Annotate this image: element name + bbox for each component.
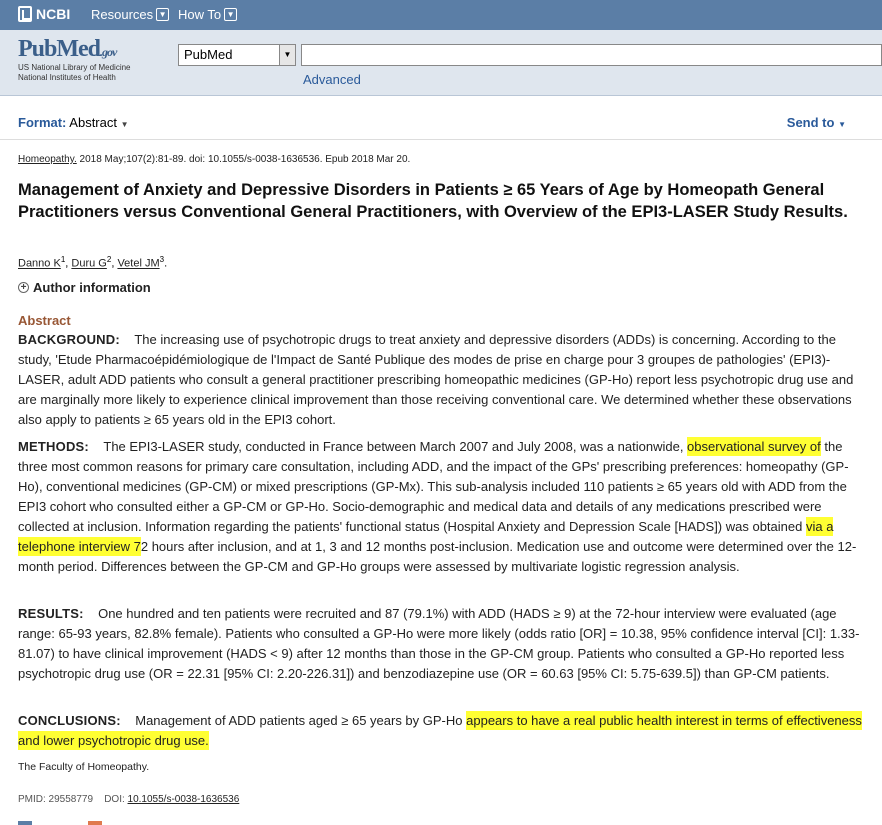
footer-icon-b (88, 821, 102, 825)
resources-label: Resources (91, 7, 154, 22)
copyright-holder: The Faculty of Homeopathy. (18, 761, 150, 773)
advanced-search-link[interactable]: Advanced (303, 72, 361, 87)
results-text: One hundred and ten patients were recruited and 87 (79.1%) with ADD (HADS ≥ 9) at the 72-hour interview were evaluated (age range: 65-93 years, 82.8% female). Patients who consulted a GP-Ho were more likely (odds ratio [OR] = 10.38, 95% confidence interval [CI]: 1.33-81.07) to have clinical improvement (HADS < 9) after 12 months than those in the GP-CM group. Patients who consulted a GP-Ho reported less psychotropic drug use (OR = 22.31 [95% CI: 2.20-226.31]) and benzodiazepine use (OR = 60.63 [95% CI: 5.75-639.5]) than GP-CM patients. (18, 606, 860, 681)
chevron-down-icon: ▼ (156, 8, 169, 21)
pubmed-logo-word (18, 36, 131, 63)
nlm-line: US National Library of Medicine (18, 63, 131, 72)
howto-label: How To (178, 7, 222, 22)
format-bar (0, 96, 882, 140)
pubmed-header (0, 30, 882, 96)
background-text: The increasing use of psychotropic drugs to treat anxiety and depressive disorders (ADDs) is concerning. According to the study, 'Etude Pharmacoépidémiologique de l'Impact de Santé Publique des modes de prise en charge pour 3 groupes de pathologies' (EPI3)-LASER, adult ADD patients who consult a general practitioner prescribing homeopathic medicines (GP-Ho) report less psychotropic drug use and are marginally more likely to experience clinical improvement than those receiving conventional care. We determined whether these observations also apply to patients ≥ 65 years old in the EPI3 cohort. (18, 332, 854, 427)
logo-gov: .gov (100, 45, 117, 59)
format-value: Abstract (69, 115, 117, 130)
methods-text: 2 hours after inclusion, and at 1, 3 and 12 months post-inclusion. Medication use and outcome were determined over the 12-month period. Differences between the GP-CM and GP-Ho groups were assessed by multivariate logistic regression analysis. (18, 539, 857, 574)
author-information-label: Author information (33, 280, 151, 295)
results-label: RESULTS: (18, 606, 84, 621)
logo-med: Med (56, 36, 101, 62)
author-affil: 1 (60, 255, 66, 264)
author-link[interactable]: Danno K (18, 257, 61, 270)
pubmed-logo[interactable] (18, 36, 131, 83)
ncbi-logo-icon (18, 6, 32, 22)
conclusions-paragraph (18, 711, 863, 751)
send-to-menu[interactable] (787, 115, 846, 130)
methods-text: The EPI3-LASER study, conducted in France between March 2007 and July 2008, was a nationwide, (103, 439, 688, 454)
results-paragraph (18, 604, 863, 684)
highlight-observational: observational survey of (687, 439, 821, 454)
background-label: BACKGROUND: (18, 332, 120, 347)
search-input[interactable] (301, 44, 882, 66)
author-affil: 3 (159, 255, 165, 264)
highlight-telephone: via a telephone interview 7 (18, 519, 834, 554)
author-link[interactable]: Duru G (71, 257, 107, 270)
citation-details: 2018 May;107(2):81-89. doi: 10.1055/s-0038-1636536. Epub 2018 Mar 20. (76, 154, 411, 165)
chevron-down-icon: ▼ (224, 8, 237, 21)
conclusions-text: Management of ADD patients aged ≥ 65 years by GP-Ho (135, 713, 467, 728)
format-label: Format: (18, 115, 67, 130)
logo-pub: Pub (18, 36, 57, 62)
doi-label: DOI: (104, 794, 125, 805)
ncbi-logo-text: NCBI (36, 6, 71, 22)
doi-link[interactable]: 10.1055/s-0038-1636536 (127, 794, 240, 805)
conclusions-label: CONCLUSIONS: (18, 713, 121, 728)
caret-down-icon: ▼ (838, 120, 846, 129)
methods-label: METHODS: (18, 439, 89, 454)
database-select[interactable] (178, 44, 296, 66)
background-paragraph (18, 330, 863, 430)
author-information-toggle[interactable] (18, 280, 151, 295)
send-to-label: Send to (786, 115, 835, 130)
methods-text: the three most common reasons for primary care consultation, including ADD, and the impact of the GPs' prescribing preferences: homeopathy (GP-Ho), conventional medicines (GP-CM) or mixed prescriptions (GP-Mx). This sub-analysis included 110 patients ≥ 65 years old with ADD from the EPI3 cohort who consulted either a GP-CM or GP-Ho. Socio-demographic and medical data and details of any medications prescribed were collected at inclusion. Information regarding the patients' functional status (Hospital Anxiety and Depression Scale [HADS]) was obtained (18, 439, 849, 534)
methods-paragraph (18, 437, 863, 577)
highlight-conclusion: appears to have a real public health interest in terms of effectiveness and lower psychotropic drug use. (18, 713, 862, 748)
resources-menu[interactable] (91, 7, 169, 22)
format-selector[interactable] (18, 115, 129, 130)
expand-plus-icon: + (18, 282, 29, 293)
citation-line (18, 154, 410, 165)
author-list: Danno $K^1$, Duru $G^2$, Vetel $JM^3$. (18, 255, 168, 270)
pmid: PMID: 29558779 (18, 794, 94, 805)
ncbi-logo[interactable] (18, 6, 70, 22)
article-ids (18, 794, 239, 805)
database-selected: PubMed (184, 47, 233, 62)
journal-link[interactable]: Homeopathy. (18, 154, 77, 165)
abstract-heading: Abstract (18, 313, 71, 328)
article-title: Management of Anxiety and Depressive Disorders in Patients ≥ 65 Years of Age by Homeopath General Practitioners versus Conventional General Practitioners, with Overview of the EPI3-LASER Study Results. (18, 181, 848, 221)
dropdown-arrow-icon: ▼ (279, 45, 295, 65)
howto-menu[interactable] (178, 7, 237, 22)
nih-line: National Institutes of Health (18, 73, 116, 82)
author-affil: 2 (106, 255, 112, 264)
ncbi-top-bar (0, 0, 882, 30)
author-link[interactable]: Vetel JM (117, 257, 160, 270)
footer-icon-a (18, 821, 32, 825)
caret-down-icon: ▼ (120, 120, 129, 129)
